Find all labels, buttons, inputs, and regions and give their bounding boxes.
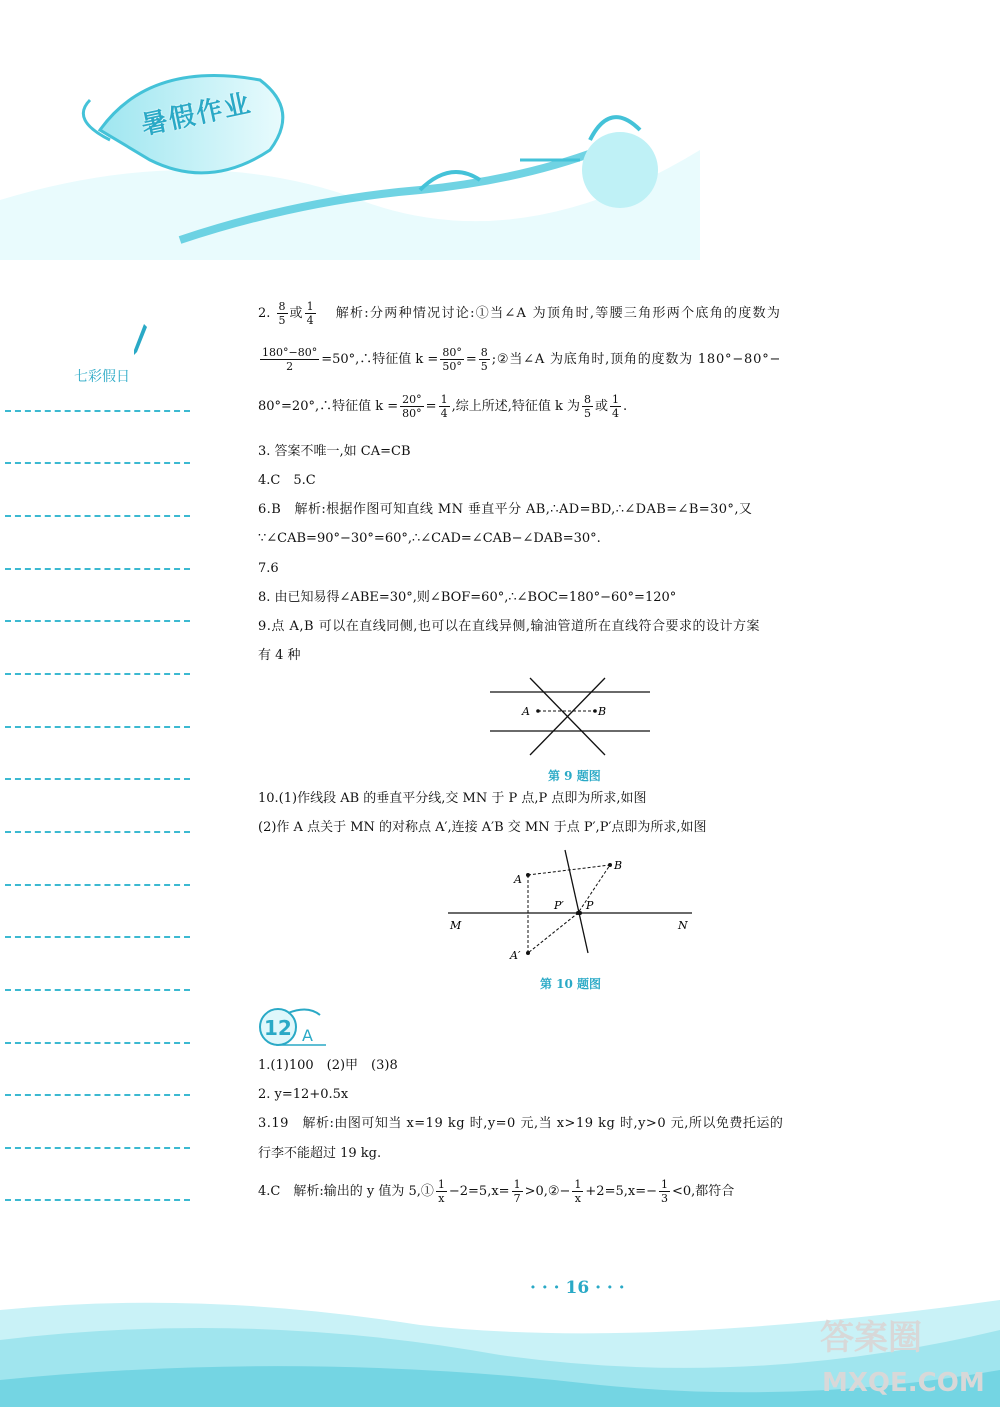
fig9-label-a: A bbox=[522, 705, 530, 718]
answer-q6-line1: 6.B 解析:根据作图可知直线 MN 垂直平分 AB,∴AD=BD,∴∠DAB=∠B=30°,又 bbox=[258, 502, 753, 517]
answer-q6-line2: ∵∠CAB=90°−30°=60°,∴∠CAD=∠CAB−∠DAB=30°. bbox=[258, 531, 601, 546]
s12-answer-q2: 2. y=12+0.5x bbox=[258, 1087, 349, 1102]
figure-10-caption: 第 10 题图 bbox=[540, 977, 602, 991]
note-line bbox=[5, 778, 190, 780]
s12-answer-q1: 1.(1)100 (2)甲 (3)8 bbox=[258, 1058, 398, 1073]
header-title: 暑假作业 bbox=[138, 88, 255, 142]
note-line bbox=[5, 673, 190, 675]
note-line bbox=[5, 831, 190, 833]
section-letter: A bbox=[302, 1026, 313, 1045]
svg-text:P′: P′ bbox=[554, 899, 564, 912]
svg-text:A′: A′ bbox=[510, 949, 521, 962]
note-line bbox=[5, 884, 190, 886]
answer-q7: 7.6 bbox=[258, 561, 279, 576]
note-line bbox=[5, 936, 190, 938]
header-decoration bbox=[0, 0, 1000, 260]
note-line bbox=[5, 568, 190, 570]
answer-q2-line2: $\frac{180^\circ-80^\circ}{2}$ =50°,∴特征值 k = $\frac{80^\circ}{50^\circ}$ = $\frac{8}{5}$ ;②当∠A 为底角时,顶角的度数为 180°−80°− bbox=[262, 346, 782, 373]
note-line bbox=[5, 1094, 190, 1096]
answer-q9-line2: 有 4 种 bbox=[258, 648, 301, 663]
watermark-url: MXQE.COM bbox=[822, 1368, 985, 1398]
answer-q3: 3. 答案不唯一,如 CA=CB bbox=[258, 444, 411, 459]
svg-text:B: B bbox=[614, 859, 623, 872]
fig9-label-b: B bbox=[598, 705, 607, 718]
note-line bbox=[5, 410, 190, 412]
figure-9-caption: 第 9 题图 bbox=[548, 769, 601, 783]
svg-text:M: M bbox=[450, 919, 462, 932]
sidebar-label: 七彩假日 bbox=[74, 369, 130, 385]
pen-icon bbox=[132, 322, 148, 358]
note-line bbox=[5, 726, 190, 728]
note-line bbox=[5, 620, 190, 622]
watermark-logo: 答案圈 bbox=[820, 1318, 922, 1358]
note-line bbox=[5, 1042, 190, 1044]
section-badge bbox=[258, 1005, 328, 1051]
svg-text:A: A bbox=[514, 873, 522, 886]
note-line bbox=[5, 1147, 190, 1149]
answer-q2-line1: 2. $\frac{8}{5}$ 或 $\frac{1}{4}$ 解析:分两种情况讨论:①当∠A 为顶角时,等腰三角形两个底角的度数为 bbox=[258, 300, 782, 327]
answer-q2-line3: 80°=20°,∴特征值 k = $\frac{20^\circ}{80^\circ}$ = $\frac{1}{4}$ ,综上所述,特征值 k 为 $\frac{8}{5}$ 或 $\frac{1}{4}$ . bbox=[258, 393, 628, 420]
note-line bbox=[5, 462, 190, 464]
note-line bbox=[5, 989, 190, 991]
figure-10 bbox=[440, 845, 700, 970]
answer-q9-line1: 9.点 A,B 可以在直线同侧,也可以在直线异侧,输油管道所在直线符合要求的设计方案 bbox=[258, 619, 761, 634]
note-line bbox=[5, 515, 190, 517]
section-number: 12 bbox=[264, 1016, 292, 1040]
svg-text:P: P bbox=[586, 899, 594, 912]
figure-9 bbox=[480, 675, 660, 765]
s12-answer-q3-line1: 3.19 解析:由图可知当 x=19 kg 时,y=0 元,当 x>19 kg 时,y>0 元,所以免费托运的 bbox=[258, 1116, 784, 1131]
page-number: · · · 16 · · · bbox=[530, 1278, 625, 1298]
answer-q10-line1: 10.(1)作线段 AB 的垂直平分线,交 MN 于 P 点,P 点即为所求,如图 bbox=[258, 791, 647, 806]
note-line bbox=[5, 1199, 190, 1201]
answer-q8: 8. 由已知易得∠ABE=30°,则∠BOF=60°,∴∠BOC=180°−60°=120° bbox=[258, 590, 677, 605]
answer-q4-q5: 4.C 5.C bbox=[258, 473, 316, 488]
s12-answer-q3-line2: 行李不能超过 19 kg. bbox=[258, 1146, 382, 1161]
s12-answer-q4: 4.C 解析:输出的 y 值为 5,① $\frac{1}{x}$ −2=5,x= $\frac{1}{7}$ >0,②− $\frac{1}{x}$ +2=5,x=− $\frac{1}{3}$ <0,都符合 bbox=[258, 1178, 735, 1205]
answer-q10-line2: (2)作 A 点关于 MN 的对称点 A′,连接 A′B 交 MN 于点 P′,P′点即为所求,如图 bbox=[258, 820, 707, 835]
svg-text:N: N bbox=[678, 919, 688, 932]
